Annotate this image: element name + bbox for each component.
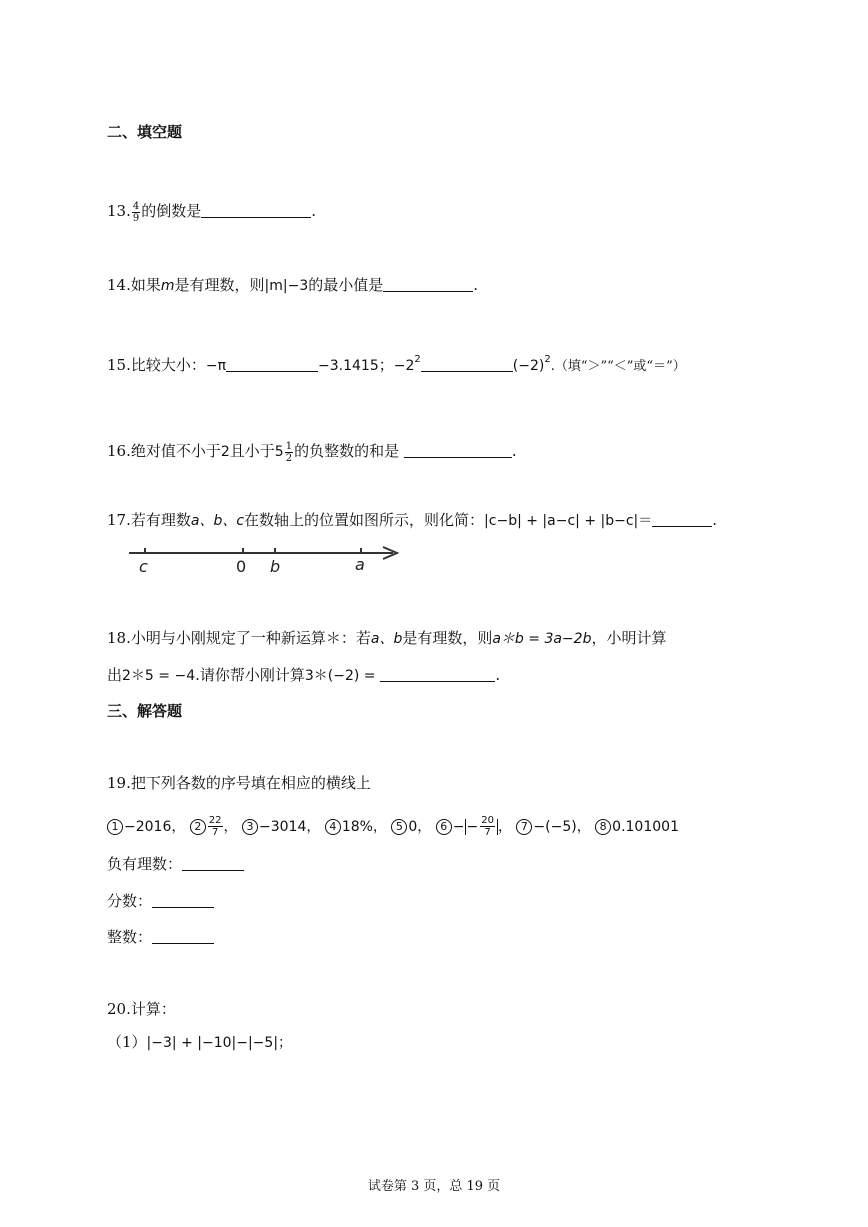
question-15 [107, 354, 686, 375]
question-text: 的负整数的和是 [294, 442, 400, 460]
question-17 [107, 509, 717, 530]
variables: a、b、c [190, 513, 245, 529]
list-item [516, 819, 590, 835]
denominator: 9 [132, 212, 140, 224]
fraction-row [107, 890, 214, 911]
list-item [325, 819, 387, 835]
question-text: 是有理数，则 [402, 629, 493, 647]
fraction [132, 201, 140, 224]
period: . [511, 442, 517, 460]
answer-blank[interactable] [380, 680, 495, 682]
question-18-line-2 [107, 664, 500, 685]
period: . [495, 666, 501, 684]
label-b: b [270, 557, 281, 576]
circled-number: 6 [436, 819, 452, 835]
answer-blank[interactable] [383, 290, 473, 292]
absolute-value: − $\frac{20}{7}$ [465, 819, 498, 835]
exponent: 2 [414, 354, 421, 365]
answer-blank-2[interactable] [421, 370, 513, 372]
numerator: 20 [481, 815, 494, 826]
item-value: 18%， [341, 818, 387, 835]
period: . [712, 511, 718, 529]
period: . [311, 202, 317, 220]
question-18-line-1 [107, 627, 666, 648]
math-expression: |m|−3 [264, 278, 309, 294]
question-number: 13. [107, 202, 131, 220]
number: 2 [220, 444, 230, 460]
question-text: 18.小明与小刚规定了一种新运算＊：若 [107, 629, 371, 647]
list-item [595, 819, 679, 835]
variables: a、b [370, 631, 403, 647]
question-text: 16.绝对值不小于 [107, 442, 221, 460]
math-expression: −π [205, 358, 227, 374]
question-14 [107, 274, 478, 295]
operation-definition: a＊b = 3a−2b [492, 631, 592, 647]
integer-label: 整数： [107, 928, 153, 946]
label-c: c [139, 557, 148, 576]
question-13 [107, 200, 316, 224]
math-expression: 3＊(−2) = [304, 668, 376, 684]
numerator: 4 [132, 200, 140, 212]
question-text: 15.比较大小： [107, 356, 206, 374]
numerator: 22 [208, 815, 222, 826]
mixed-number-whole: 5 [274, 444, 284, 460]
question-19-items [107, 815, 679, 838]
answer-blank[interactable] [404, 456, 512, 458]
part-label: （1） [107, 1033, 147, 1051]
circled-number: 5 [391, 819, 407, 835]
question-16 [107, 440, 517, 464]
item-value: ， [497, 818, 512, 835]
denominator: 7 [211, 827, 219, 838]
circled-number: 2 [190, 819, 206, 835]
circled-number: 4 [325, 819, 341, 835]
question-text: 是有理数，则 [174, 276, 265, 294]
circled-number: 1 [107, 819, 123, 835]
math-expression: (−2) [512, 358, 545, 374]
negative-rational-row [107, 853, 244, 874]
question-20-title: 20.计算： [107, 1000, 176, 1018]
question-text: 的倒数是 [141, 202, 202, 220]
question-text: .请你帮小刚计算 [195, 666, 305, 684]
instruction-text: .（填“＞”“＜”或“＝”） [550, 359, 686, 374]
fraction [208, 815, 223, 838]
question-text: 17.若有理数 [107, 511, 191, 529]
denominator: 2 [285, 452, 293, 464]
circled-number: 3 [242, 819, 258, 835]
answer-blank[interactable] [201, 216, 311, 218]
question-text: 的最小值是 [308, 276, 384, 294]
item-value: 0， [408, 818, 432, 835]
circled-number: 8 [595, 819, 611, 835]
number-line [125, 540, 405, 576]
separator: ； [378, 356, 394, 374]
list-item [391, 819, 431, 835]
negative-rational-label: 负有理数： [107, 855, 183, 873]
exponent: 2 [544, 354, 551, 365]
fraction [480, 815, 495, 838]
item-value: ， [223, 818, 238, 835]
integer-row [107, 926, 214, 947]
list-item [107, 819, 185, 835]
fraction-blank[interactable] [152, 906, 214, 908]
item-value: −(−5)， [533, 818, 591, 835]
fraction-label: 分数： [107, 892, 153, 910]
question-text: ，小明计算 [591, 629, 667, 647]
list-item [242, 819, 320, 835]
variable: m [160, 278, 175, 294]
list-item [190, 815, 238, 838]
integer-blank[interactable] [152, 942, 214, 944]
math-expression: 2＊5 = −4 [122, 668, 196, 684]
denominator: 7 [484, 827, 491, 838]
period: . [473, 276, 479, 294]
item-value: 0.101001 [612, 818, 679, 835]
math-expression: −3.1415 [318, 358, 379, 374]
negative-rational-blank[interactable] [182, 869, 244, 871]
item-value: −3014， [259, 818, 321, 835]
question-text: 14.如果 [107, 276, 161, 294]
numerator: 1 [285, 440, 293, 452]
item-value: −2016， [124, 818, 186, 835]
label-a: a [355, 555, 365, 574]
question-text: 且小于 [229, 442, 275, 460]
fraction [285, 441, 293, 464]
page-footer: 试卷第 3 页，总 19 页 [367, 1179, 501, 1194]
circled-number: 7 [516, 819, 532, 835]
question-text: 在数轴上的位置如图所示，则化简： [244, 511, 485, 529]
math-expression: −2 [393, 358, 415, 374]
minus-sign: − [452, 818, 465, 835]
list-item [436, 815, 512, 838]
question-19-title: 19.把下列各数的序号填在相应的横线上 [107, 774, 371, 792]
math-expression: |c−b| + |a−c| + |b−c|＝ [484, 513, 653, 529]
answer-blank[interactable] [652, 525, 712, 527]
question-20-part-1 [107, 1031, 292, 1052]
answer-blank-1[interactable] [226, 370, 318, 372]
section-title-fill-blank: 二、填空题 [107, 123, 183, 141]
math-expression: |−3| + |−10|−|−5|； [146, 1035, 293, 1051]
label-zero: 0 [236, 557, 247, 576]
section-title-answer: 三、解答题 [107, 702, 183, 720]
question-text: 出 [107, 666, 123, 684]
